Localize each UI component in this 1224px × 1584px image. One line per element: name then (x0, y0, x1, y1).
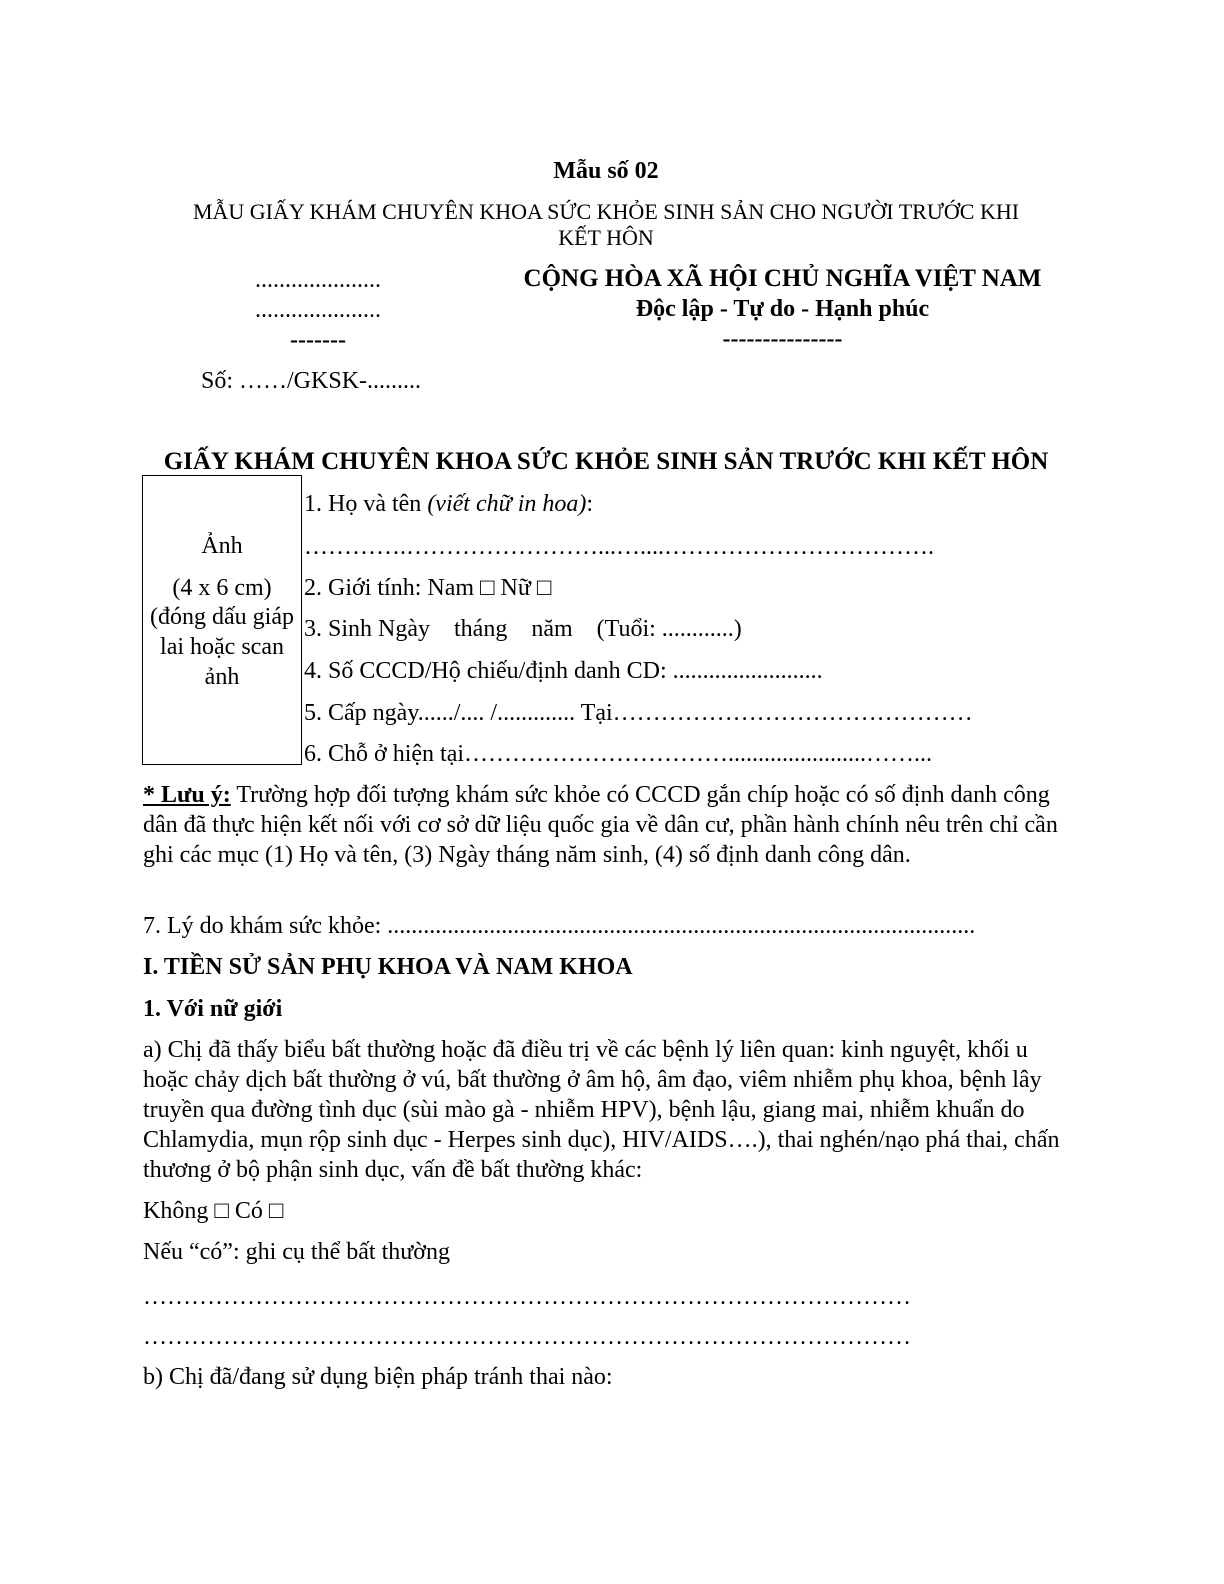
org-line2: ..................... (255, 297, 381, 323)
field-fullname (304, 489, 593, 519)
section-heading: I. TIỀN SỬ SẢN PHỤ KHOA VÀ NAM KHOA (143, 954, 633, 980)
photo-label: Ảnh (201, 533, 243, 559)
field-fullname-colon: : (586, 491, 594, 517)
photo-size: (4 x 6 cm) (172, 575, 272, 601)
form-title-line2: KẾT HÔN (558, 225, 654, 250)
page-title: GIẤY KHÁM CHUYÊN KHOA SỨC KHỎE SINH SẢN TRƯỚC KHI KẾT HÔN (163, 448, 1049, 475)
note-label: * Lưu ý: (143, 782, 231, 808)
subsection-female: 1. Với nữ giới (143, 996, 283, 1022)
field-gender[interactable]: 2. Giới tính: Nam □ Nữ □ (304, 575, 552, 601)
field-residence[interactable]: 6. Chỗ ở hiện tại…………………………….......................……... (304, 741, 933, 767)
if-yes-label: Nếu “có”: ghi cụ thể bất thường (143, 1239, 450, 1265)
motto-divider: --------------- (722, 326, 843, 352)
motto: Độc lập - Tự do - Hạnh phúc (635, 296, 930, 322)
choice-yes-no[interactable]: Không □ Có □ (143, 1198, 284, 1224)
nation-title: CỘNG HÒA XÃ HỘI CHỦ NGHĨA VIỆT NAM (523, 265, 1042, 292)
field-fullname-dots[interactable]: ………….……………………...…....……………………………. (304, 534, 934, 560)
form-title-line1: MẪU GIẤY KHÁM CHUYÊN KHOA SỨC KHỎE SINH SẢN CHO NGƯỜI TRƯỚC KHI (192, 199, 1020, 224)
photo-note-line3: ảnh (204, 664, 240, 690)
photo-note-line1: (đóng dấu giáp (150, 604, 294, 630)
document-number: Số: ……/GKSK-......... (201, 368, 422, 394)
form-number: Mẫu số 02 (553, 158, 659, 184)
question-a: a) Chị đã thấy biểu bất thường hoặc đã điều trị về các bệnh lý liên quan: kinh nguyệt, khối u hoặc chảy dịch bất thường ở vú, bất thường ở âm hộ, âm đạo, viêm nhiễm phụ khoa, bệnh lây truyền qua đường tình dục (sùi mào gà - nhiễm HPV), bệnh lậu, giang mai, nhiễm khuẩn do Chlamydia, mụn rộp sinh dục - Herpes sinh dục), HIV/AIDS….), thai nghén/nạo phá thai, chấn thương ở bộ phận sinh dục, vấn đề bất thường khác: (143, 1037, 1060, 1183)
field-fullname-hint: (viết chữ in hoa) (427, 491, 587, 517)
question-b: b) Chị đã/đang sử dụng biện pháp tránh thai nào: (143, 1364, 613, 1390)
field-birth-date[interactable]: 3. Sinh Ngày tháng năm (Tuổi: ............) (304, 616, 742, 642)
field-fullname-label: 1. Họ và tên (304, 491, 428, 517)
note-paragraph (143, 780, 1078, 870)
answer-dots-line1[interactable]: …………………………………………………………………………………… (143, 1284, 911, 1310)
org-line1: ..................... (255, 267, 381, 293)
field-exam-reason[interactable]: 7. Lý do khám sức khỏe: .................................................................................................. (143, 913, 976, 939)
org-divider: ------- (290, 327, 346, 353)
answer-dots-line2[interactable]: …………………………………………………………………………………… (143, 1324, 911, 1350)
field-id-number[interactable]: 4. Số CCCD/Hộ chiếu/định danh CD: ......................... (304, 658, 823, 684)
note-text: Trường hợp đối tượng khám sức khỏe có CCCD gắn chíp hoặc có số định danh công dân đã thực hiện kết nối với cơ sở dữ liệu quốc gia về dân cư, phần hành chính nêu trên chỉ cần ghi các mục (1) Họ và tên, (3) Ngày tháng năm sinh, (4) số định danh công dân. (143, 782, 1058, 868)
field-issue-date[interactable]: 5. Cấp ngày....../.... /............. Tại……………………………………… (304, 700, 973, 726)
photo-note-line2: lai hoặc scan (160, 634, 284, 660)
photo-placeholder (142, 475, 302, 765)
